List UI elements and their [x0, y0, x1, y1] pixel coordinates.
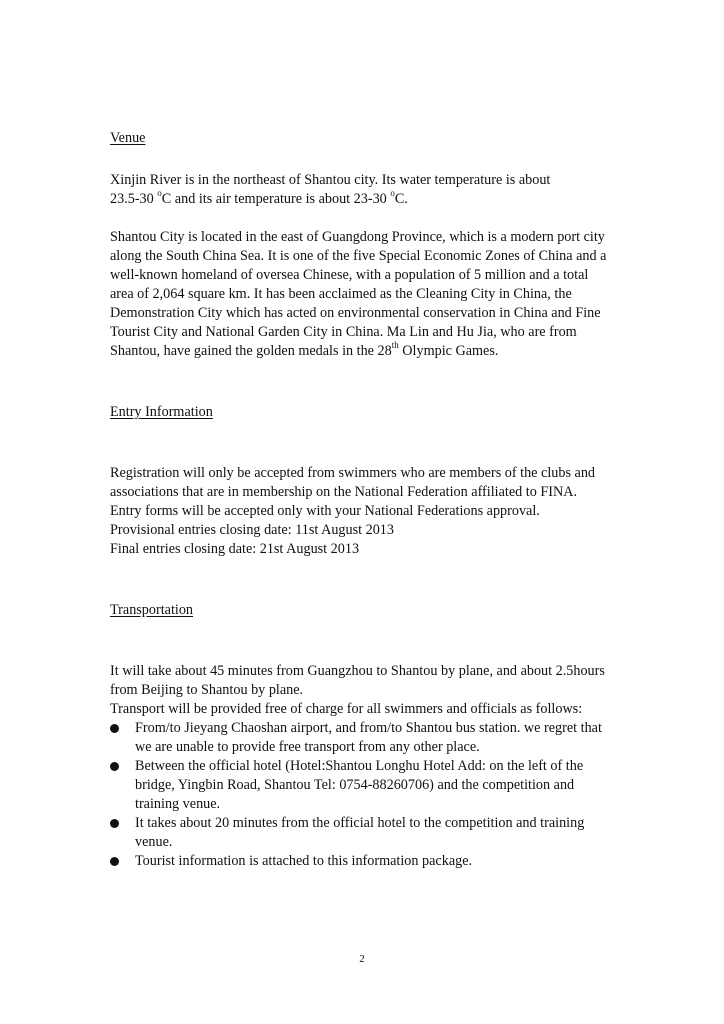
degree-symbol: o [157, 188, 162, 199]
list-item [110, 719, 610, 757]
venue-heading: Venue [110, 130, 146, 146]
entry-information-section [110, 403, 610, 559]
provisional-entries-date: Provisional entries closing date: 11st August 2013 [110, 522, 394, 538]
entry-information-heading: Entry Information [110, 404, 213, 420]
transportation-section [110, 601, 610, 871]
transportation-heading: Transportation [110, 602, 194, 618]
page-number: 2 [359, 953, 365, 965]
water-temperature-range: 23.5-30 [110, 191, 154, 207]
final-entries-date: Final entries closing date: 21st August 2013 [110, 541, 360, 557]
bullet-icon [110, 857, 119, 866]
entry-forms-text: Entry forms will be accepted only with your National Federations approval. [110, 503, 540, 519]
degree-symbol: o [390, 188, 395, 199]
venue-temperature-line2-end: C. [394, 191, 408, 207]
list-item-text: From/to Jieyang Chaoshan airport, and from/to Shantou bus station. we regret that we are unable to provide free transport from any other place. [135, 720, 602, 755]
shantou-city-paragraph [110, 228, 610, 361]
flight-time-text: It will take about 45 minutes from Guangzhou to Shantou by plane, and about 2.5hours from Beijing to Shantou by plane. [110, 663, 605, 698]
list-item [110, 757, 610, 814]
shantou-city-text-end: Olympic Games. [402, 343, 499, 359]
list-item-text: Tourist information is attached to this information package. [135, 853, 473, 869]
list-item-text: It takes about 20 minutes from the official hotel to the competition and training venue. [135, 815, 585, 850]
ordinal-suffix: th [391, 340, 399, 351]
bullet-icon [110, 762, 119, 771]
venue-section [110, 129, 610, 361]
list-item [110, 852, 610, 871]
document-body [110, 129, 610, 871]
list-item-text: Between the official hotel (Hotel:Shantou Longhu Hotel Add: on the left of the bridge, Yingbin Road, Shantou Tel: 0754-88260706) and the competition and training venue. [135, 758, 584, 812]
venue-temperature-paragraph [110, 171, 610, 209]
bullet-icon [110, 819, 119, 828]
venue-temperature-line1: Xinjin River is in the northeast of Shantou city. Its water temperature is about [110, 172, 551, 188]
transport-bullet-list [110, 719, 610, 871]
shantou-city-text: Shantou City is located in the east of Guangdong Province, which is a modern port city along the South China Sea. It is one of the five Special Economic Zones of China and a well-known homeland of oversea Chinese, with a population of 5 million and a total area of 2,064 square km. It has been acclaimed as the Cleaning City in China, the Demonstration City which has acted on environmental conservation in China and Fine Tourist City and National Garden City in China. Ma Lin and Hu Jia, who are from Shantou, have gained the golden medals in the 28 [110, 229, 607, 359]
list-item [110, 814, 610, 852]
bullet-icon [110, 724, 119, 733]
venue-temperature-line2: C and its air temperature is about 23-30 [161, 191, 387, 207]
free-transport-text: Transport will be provided free of charge for all swimmers and officials as follows: [110, 701, 583, 717]
entry-registration-text: Registration will only be accepted from swimmers who are members of the clubs and associations that are in membership on the National Federation affiliated to FINA. [110, 465, 596, 500]
